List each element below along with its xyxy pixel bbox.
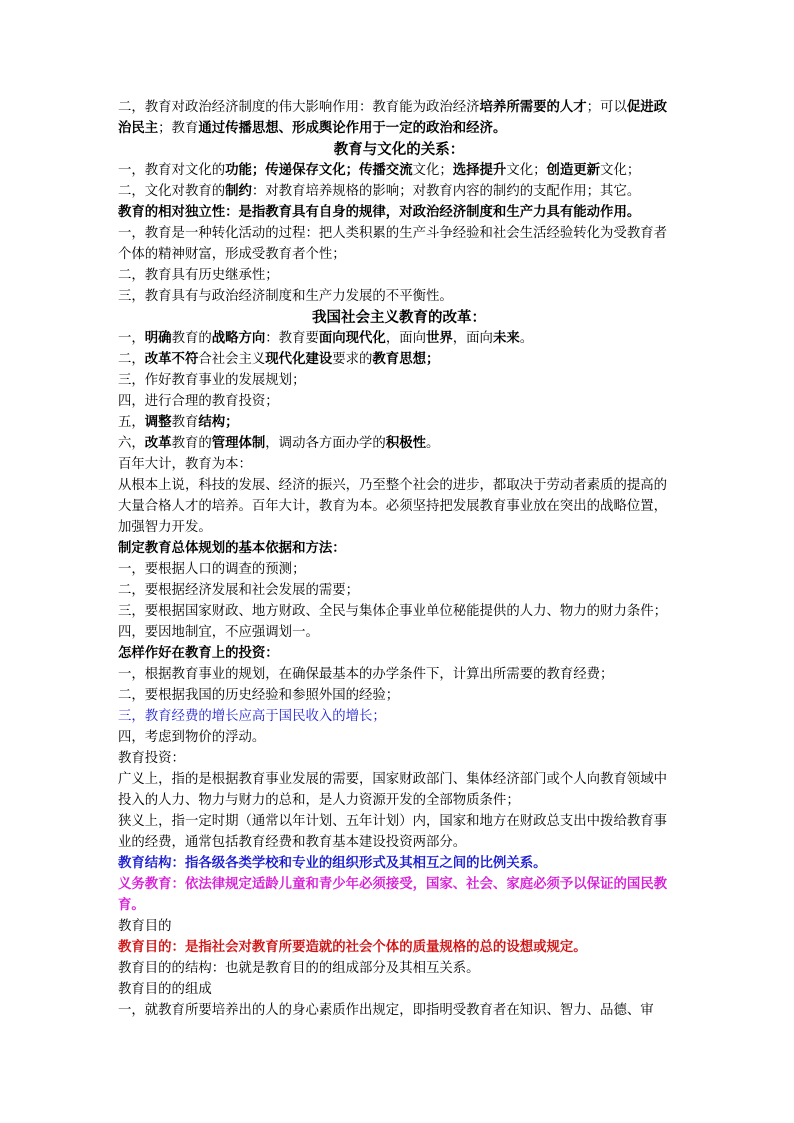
text-bold: 战略方向 — [211, 331, 266, 346]
text-bold: 改革 — [144, 436, 172, 451]
text: 。 — [519, 331, 534, 346]
text: ； — [225, 415, 239, 430]
text-bold: 功能 — [225, 163, 252, 178]
text: 教育 — [171, 415, 199, 430]
aim-structure: 教育目的的结构：也就是教育目的的组成部分及其相互关系。 — [118, 961, 480, 976]
centennial-title: 百年大计，教育为本： — [118, 457, 252, 472]
text: 教育的 — [171, 331, 212, 346]
text-bold: 面向现代化 — [318, 331, 386, 346]
text-bold: 培养所需要的人才 — [479, 100, 587, 115]
text: ，面向 — [452, 331, 493, 346]
text-bold: 积极性 — [385, 436, 426, 451]
text-bold: 结构 — [198, 415, 226, 430]
text: ；教育 — [158, 121, 199, 136]
planning-item-3: 三，要根据国家财政、地方财政、全民与集体企事业单位秘能提供的人力、物力的财力条件； — [118, 604, 668, 619]
independence-item-3: 三，教育具有与政治经济制度和生产力发展的不平衡性。 — [118, 289, 453, 304]
text: ； — [251, 163, 266, 178]
text-bold: 通过传播思想、形成舆论作用于一定的政治和经济 — [198, 121, 493, 136]
text: 。 — [425, 436, 440, 451]
planning-item-2: 二，要根据经济发展和社会发展的需要； — [118, 583, 360, 598]
text-bold: 选择提升 — [452, 163, 507, 178]
independence-item-1: 一，教育是一种转化活动的过程：把人类积累的生产斗争经验和社会生活经验转化为受教育者个体的精神财富，形成受教育者个性； — [118, 226, 668, 262]
text: ；可以 — [586, 100, 627, 115]
aim-item-1: 一，就教育所要培养出的人的身心素质作出规定，即指明受教育者在知识、智力、品德、审 — [118, 1003, 654, 1018]
investment-title: 怎样作好在教育上的投资： — [118, 646, 279, 661]
planning-title: 制定教育总体规划的基本依据和方法： — [118, 541, 346, 556]
culture-item-2 — [118, 181, 680, 202]
text-bold: 改革不符 — [144, 352, 199, 367]
text-bold: 政治民主 — [118, 100, 668, 136]
reform-item-6 — [118, 433, 680, 454]
reform-item-4: 四，进行合理的教育投资； — [118, 394, 279, 409]
planning-item-1: 一，要根据人口的调查的预测； — [118, 562, 306, 577]
text: ，面向 — [385, 331, 426, 346]
text: 文化； — [600, 163, 641, 178]
culture-item-1 — [118, 160, 680, 181]
text-bold: 创造更新 — [546, 163, 601, 178]
text: 二， — [118, 352, 145, 367]
reform-item-2 — [118, 349, 680, 370]
edu-investment-title: 教育投资： — [118, 751, 185, 766]
education-structure-definition: 教育结构：指各级各类学校和专业的组织形式及其相互之间的比例关系。 — [118, 856, 547, 871]
text: ； — [345, 163, 360, 178]
text: 五， — [118, 415, 145, 430]
investment-item-2: 二，要根据我国的历史经验和参照外国的经验； — [118, 688, 400, 703]
text: 二，教育对政治经济制度的伟大影响作用：教育能为政治经济 — [118, 100, 480, 115]
heading-reform: 我国社会主义教育的改革： — [312, 309, 486, 326]
text-bold: 传播交流 — [359, 163, 413, 178]
text-bold: 现代化建设 — [265, 352, 333, 367]
investment-item-1: 一，根据教育事业的规划，在确保最基本的办学条件下，计算出所需要的教育经费； — [118, 667, 614, 682]
aim-composition: 教育目的的组成 — [118, 982, 212, 997]
text: 二，文化对教育的 — [118, 184, 226, 199]
heading-culture: 教育与文化的关系： — [333, 141, 465, 158]
text: ； — [425, 352, 440, 367]
edu-investment-broad: 广义上，指的是根据教育事业发展的需要，国家财政部门、集体经济部门或个人向教育领域中投入的人力、物力与财力的总和，是人力资源开发的全部物质条件； — [118, 772, 668, 808]
text-bold: 传递保存文化 — [265, 163, 346, 178]
text: 一， — [118, 331, 145, 346]
text-bold: 世界 — [425, 331, 453, 346]
text: 文化； — [412, 163, 453, 178]
reform-item-5 — [118, 412, 680, 433]
text-bold: 教育思想 — [372, 352, 426, 367]
edu-investment-narrow: 狭义上，指一定时期（通常以年计划、五年计划）内，国家和地方在财政总支出中拨给教育事业的经费，通常包括教育经费和教育基本建设投资两部分。 — [118, 814, 668, 850]
text-bold: 制约 — [225, 184, 252, 199]
text: 要求的 — [332, 352, 373, 367]
text: 六， — [118, 436, 145, 451]
investment-item-3: 三，教育经费的增长应高于国民收入的增长； — [118, 709, 386, 724]
text: 一，教育对文化的 — [118, 163, 226, 178]
text-bold: 明确 — [144, 331, 172, 346]
independence-item-2: 二，教育具有历史继承性； — [118, 268, 279, 283]
text-bold: 调整 — [144, 415, 172, 430]
compulsory-education-definition: 义务教育：依法律规定适龄儿童和青少年必须接受，国家、社会、家庭必须予以保证的国民教育。 — [118, 877, 668, 913]
text: ：教育要 — [265, 331, 319, 346]
document-page — [118, 97, 680, 1021]
paragraph-politics-2 — [118, 97, 680, 139]
text-bold: 未来 — [492, 331, 520, 346]
text: 文化； — [506, 163, 547, 178]
aim-heading: 教育目的 — [118, 919, 172, 934]
independence-definition: 教育的相对独立性：是指教育具有自身的规律，对政治经济制度和生产力具有能动作用。 — [118, 205, 641, 220]
text-bold: 管理体制 — [211, 436, 266, 451]
planning-item-4: 四，要因地制宜，不应强调划一。 — [118, 625, 319, 640]
text: ，调动各方面办学的 — [265, 436, 386, 451]
text: 教育的 — [171, 436, 212, 451]
reform-item-1 — [118, 328, 680, 349]
aim-definition: 教育目的：是指社会对教育所要造就的社会个体的质量规格的总的设想或规定。 — [118, 940, 587, 955]
text: ：对教育培养规格的影响；对教育内容的制约的支配作用；其它。 — [251, 184, 641, 199]
text: 合社会主义 — [198, 352, 266, 367]
reform-item-3: 三，作好教育事业的发展规划； — [118, 373, 306, 388]
text-bold: 促进 — [626, 100, 654, 115]
text: 。 — [492, 121, 507, 136]
centennial-body: 从根本上说，科技的发展、经济的振兴，乃至整个社会的进步，都取决于劳动者素质的提高的大量合格人才的培养。百年大计，教育为本。必须坚持把发展教育事业放在突出的战略位置，加强智力开发。 — [118, 478, 668, 535]
investment-item-4: 四，考虑到物价的浮动。 — [118, 730, 266, 745]
